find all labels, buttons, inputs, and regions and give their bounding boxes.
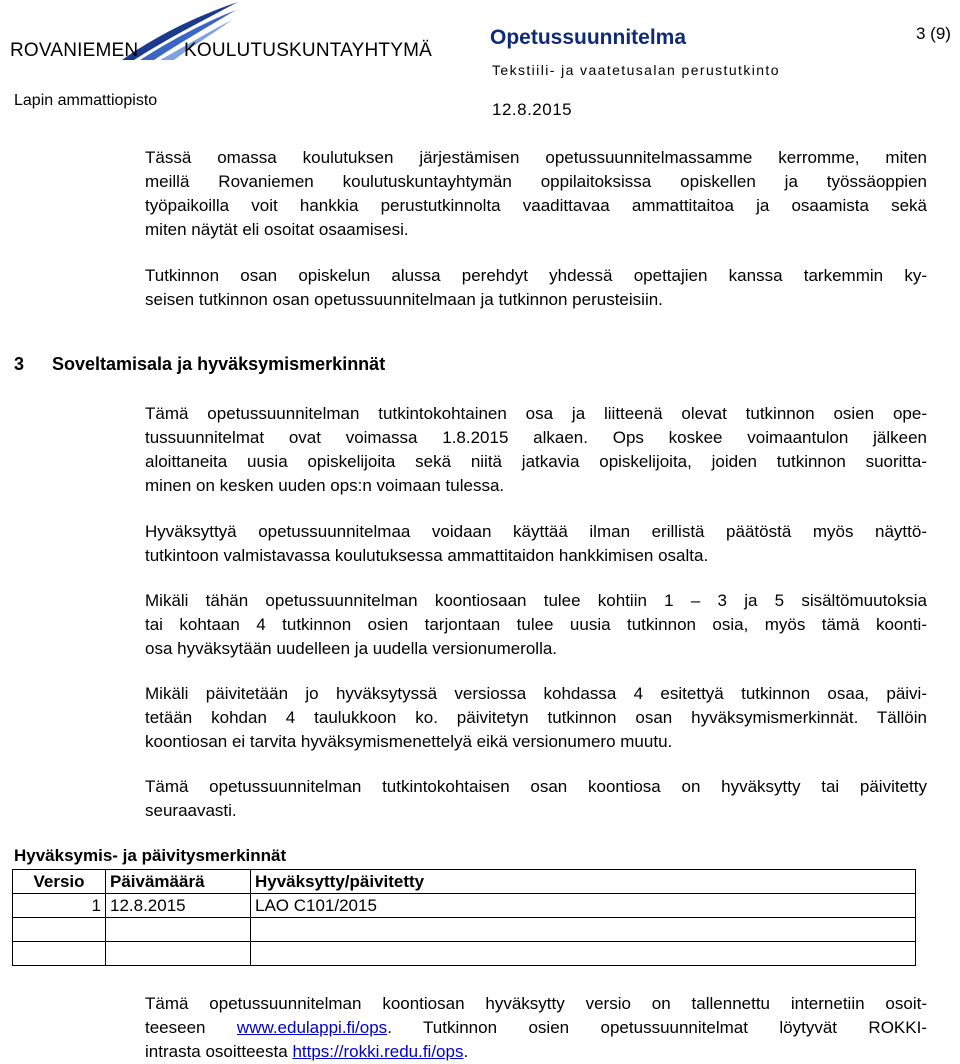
text-line: tutkintoon valmistavassa koulutuksessa ammattitaidon hankkimisen osalta. [145, 546, 709, 565]
table-cell [106, 942, 251, 966]
section-paragraph-1 [145, 402, 927, 498]
text-line: Tässä omassa koulutuksen järjestämisen opetussuunnitelmassamme kerromme, miten [145, 148, 927, 167]
table-row [13, 918, 916, 942]
section-paragraph-3 [145, 589, 927, 661]
document-title: Opetussuunnitelma [490, 26, 687, 49]
table-cell [13, 942, 106, 966]
table-row [13, 894, 916, 918]
text-line: aloittaneita uusia opiskelijoita sekä niitä jatkavia opiskelijoita, joiden tutkinnon suoritta- [145, 452, 927, 471]
text-line: työpaikoilla voit hankkia perustutkinnolta vaadittavaa ammattitaitoa ja osaamista sekä [145, 196, 927, 215]
organization-logo [10, 0, 433, 70]
text-line: tetään kohdan 4 taulukkoon ko. päivitetyn tutkinnon osan hyväksymismerkinnät. Tällöin [145, 708, 927, 727]
column-header-date: Päivämäärä [106, 870, 251, 894]
section-paragraph-4 [145, 682, 927, 754]
approval-table [12, 869, 916, 966]
text-line: seuraavasti. [145, 801, 237, 820]
rokki-ops-link[interactable]: https://rokki.redu.fi/ops [292, 1042, 464, 1061]
text-fragment: intrasta osoitteesta [145, 1042, 288, 1061]
text-fragment: teeseen [145, 1018, 206, 1037]
section-heading [14, 354, 385, 375]
section-paragraph-2 [145, 520, 927, 568]
section-title: Soveltamisala ja hyväksymismerkinnät [52, 354, 386, 374]
text-line: tussuunnitelmat ovat voimassa 1.8.2015 alkaen. Ops koskee voimaantulon jälkeen [145, 428, 927, 447]
table-cell [13, 918, 106, 942]
table-cell: LAO C101/2015 [251, 894, 916, 918]
text-line: Tämä opetussuunnitelman koontiosan hyväksytty versio on tallennettu internetiin osoit- [145, 994, 927, 1013]
text-line [145, 1016, 927, 1040]
org-name: Lapin ammattiopisto [14, 92, 158, 109]
text-fragment: . [463, 1042, 469, 1061]
document-subtitle: Tekstiili- ja vaatetusalan perustutkinto [492, 62, 780, 78]
intro-paragraph-1 [145, 146, 927, 242]
column-header-approved: Hyväksytty/päivitetty [251, 870, 916, 894]
table-cell: 1 [13, 894, 106, 918]
logo-text-right: KOULUTUSKUNTAYHTYMÄ [184, 40, 433, 61]
table-title: Hyväksymis- ja päivitysmerkinnät [14, 846, 287, 865]
text-line: Mikäli tähän opetussuunnitelman koontiosaan tulee kohtiin 1 – 3 ja 5 sisältömuutoksia [145, 591, 927, 610]
text-line: Tutkinnon osan opiskelun alussa perehdyt yhdessä opettajien kanssa tarkemmin ky- [145, 266, 927, 285]
text-line: miten näytät eli osoitat osaamisesi. [145, 220, 409, 239]
column-header-version: Versio [13, 870, 106, 894]
section-number: 3 [14, 354, 25, 374]
table-cell [251, 918, 916, 942]
footer-paragraph [145, 992, 927, 1064]
text-line: Tämä opetussuunnitelman tutkintokohtainen osa ja liitteenä olevat tutkinnon osien ope- [145, 404, 927, 423]
text-line [145, 1040, 927, 1064]
text-line: seisen tutkinnon osan opetussuunnitelmaan ja tutkinnon perusteisiin. [145, 290, 663, 309]
table-cell: 12.8.2015 [106, 894, 251, 918]
text-line: Mikäli päivitetään jo hyväksytyssä versiossa kohdassa 4 esitettyä tutkinnon osaa, päivi- [145, 684, 927, 703]
table-header-row [13, 870, 916, 894]
text-line: koontiosan ei tarvita hyväksymismenettelyä eikä versionumero muutu. [145, 732, 673, 751]
text-line: Tämä opetussuunnitelman tutkintokohtaisen osan koontiosa on hyväksytty tai päivitetty [145, 777, 927, 796]
text-line: meillä Rovaniemen koulutuskuntayhtymän oppilaitoksissa opiskellen ja työssäoppien [145, 172, 927, 191]
text-line: Hyväksyttyä opetussuunnitelmaa voidaan käyttää ilman erillistä päätöstä myös näyttö- [145, 522, 927, 541]
document-date: 12.8.2015 [492, 100, 573, 119]
intro-paragraph-2 [145, 264, 927, 312]
section-paragraph-5 [145, 775, 927, 823]
table-row [13, 942, 916, 966]
edulappi-ops-link[interactable]: www.edulappi.fi/ops [236, 1018, 388, 1037]
text-fragment: . Tutkinnon osien opetussuunnitelmat löytyvät ROKKI- [387, 1018, 927, 1037]
page-number: 3 (9) [916, 24, 951, 43]
table-cell [106, 918, 251, 942]
text-line: tai kohtaan 4 tutkinnon osien tarjontaan tulee uusia tutkinnon osia, myös tämä koonti- [145, 615, 927, 634]
table-cell [251, 942, 916, 966]
logo-text-left: ROVANIEMEN [10, 40, 139, 61]
text-line: minen on kesken uuden ops:n voimaan tulessa. [145, 476, 505, 495]
text-line: osa hyväksytään uudelleen ja uudella versionumerolla. [145, 639, 558, 658]
